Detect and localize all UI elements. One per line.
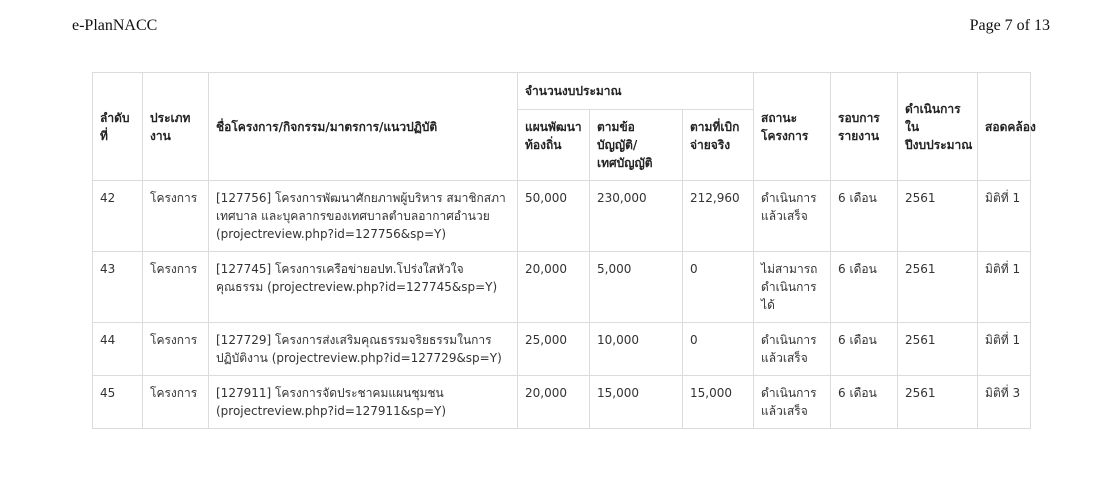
cell-status: ไม่สามารถดำเนินการได้: [754, 252, 831, 323]
cell-budget-actual: 0: [683, 323, 754, 376]
cell-order: 44: [93, 323, 143, 376]
cell-status: ดำเนินการแล้วเสร็จ: [754, 323, 831, 376]
cell-budget-actual: 212,960: [683, 181, 754, 252]
site-title: e-PlanNACC: [72, 17, 158, 34]
col-header-alignment: สอดคล้อง: [978, 73, 1031, 181]
header-row-top: [93, 73, 1031, 110]
cell-order: 45: [93, 376, 143, 429]
cell-budget-ordinance: 5,000: [590, 252, 683, 323]
cell-order: 43: [93, 252, 143, 323]
cell-status: ดำเนินการแล้วเสร็จ: [754, 376, 831, 429]
table-row: [93, 181, 1031, 252]
cell-alignment: มิติที่ 1: [978, 323, 1031, 376]
cell-budget-plan: 25,000: [518, 323, 590, 376]
col-header-budget-group: จำนวนงบประมาณ: [518, 73, 754, 110]
cell-status: ดำเนินการแล้วเสร็จ: [754, 181, 831, 252]
cell-budget-ordinance: 10,000: [590, 323, 683, 376]
col-header-report-cycle: รอบการรายงาน: [831, 73, 898, 181]
cell-budget-plan: 20,000: [518, 376, 590, 429]
cell-report-cycle: 6 เดือน: [831, 252, 898, 323]
cell-project-name: [127911] โครงการจัดประชาคมแผนชุมชน (projectreview.php?id=127911&sp=Y): [209, 376, 518, 429]
col-header-fiscal-year: ดำเนินการในปีงบประมาณ: [898, 73, 978, 181]
cell-type: โครงการ: [143, 323, 209, 376]
cell-project-name: [127745] โครงการเครือข่ายอปท.โปร่งใสหัวใจคุณธรรม (projectreview.php?id=127745&sp=Y): [209, 252, 518, 323]
col-header-status: สถานะโครงการ: [754, 73, 831, 181]
cell-budget-ordinance: 15,000: [590, 376, 683, 429]
cell-project-name: [127756] โครงการพัฒนาศักยภาพผู้บริหาร สมาชิกสภาเทศบาล และบุคลากรของเทศบาลตำบลอากาศอำนวย (projectreview.php?id=127756&sp=Y): [209, 181, 518, 252]
cell-alignment: มิติที่ 3: [978, 376, 1031, 429]
cell-budget-actual: 0: [683, 252, 754, 323]
cell-type: โครงการ: [143, 376, 209, 429]
cell-fiscal-year: 2561: [898, 252, 978, 323]
cell-fiscal-year: 2561: [898, 323, 978, 376]
cell-project-name: [127729] โครงการส่งเสริมคุณธรรมจริยธรรมในการปฏิบัติงาน (projectreview.php?id=127729&sp=Y): [209, 323, 518, 376]
cell-budget-ordinance: 230,000: [590, 181, 683, 252]
cell-alignment: มิติที่ 1: [978, 252, 1031, 323]
table-row: [93, 376, 1031, 429]
cell-type: โครงการ: [143, 181, 209, 252]
cell-type: โครงการ: [143, 252, 209, 323]
project-table: [92, 72, 1036, 429]
col-header-budget-actual: ตามที่เบิกจ่ายจริง: [683, 110, 754, 181]
cell-fiscal-year: 2561: [898, 376, 978, 429]
col-header-name: ชื่อโครงการ/กิจกรรม/มาตรการ/แนวปฏิบัติ: [209, 73, 518, 181]
cell-fiscal-year: 2561: [898, 181, 978, 252]
table-row: [93, 252, 1031, 323]
cell-alignment: มิติที่ 1: [978, 181, 1031, 252]
cell-report-cycle: 6 เดือน: [831, 323, 898, 376]
cell-report-cycle: 6 เดือน: [831, 181, 898, 252]
col-header-order: ลำดับที่: [93, 73, 143, 181]
cell-budget-actual: 15,000: [683, 376, 754, 429]
cell-order: 42: [93, 181, 143, 252]
page-number: Page 7 of 13: [969, 17, 1050, 34]
col-header-budget-plan: แผนพัฒนาท้องถิ่น: [518, 110, 590, 181]
table-row: [93, 323, 1031, 376]
col-header-budget-ordinance: ตามข้อบัญญัติ/เทศบัญญัติ: [590, 110, 683, 181]
cell-budget-plan: 50,000: [518, 181, 590, 252]
cell-budget-plan: 20,000: [518, 252, 590, 323]
col-header-type: ประเภทงาน: [143, 73, 209, 181]
cell-report-cycle: 6 เดือน: [831, 376, 898, 429]
